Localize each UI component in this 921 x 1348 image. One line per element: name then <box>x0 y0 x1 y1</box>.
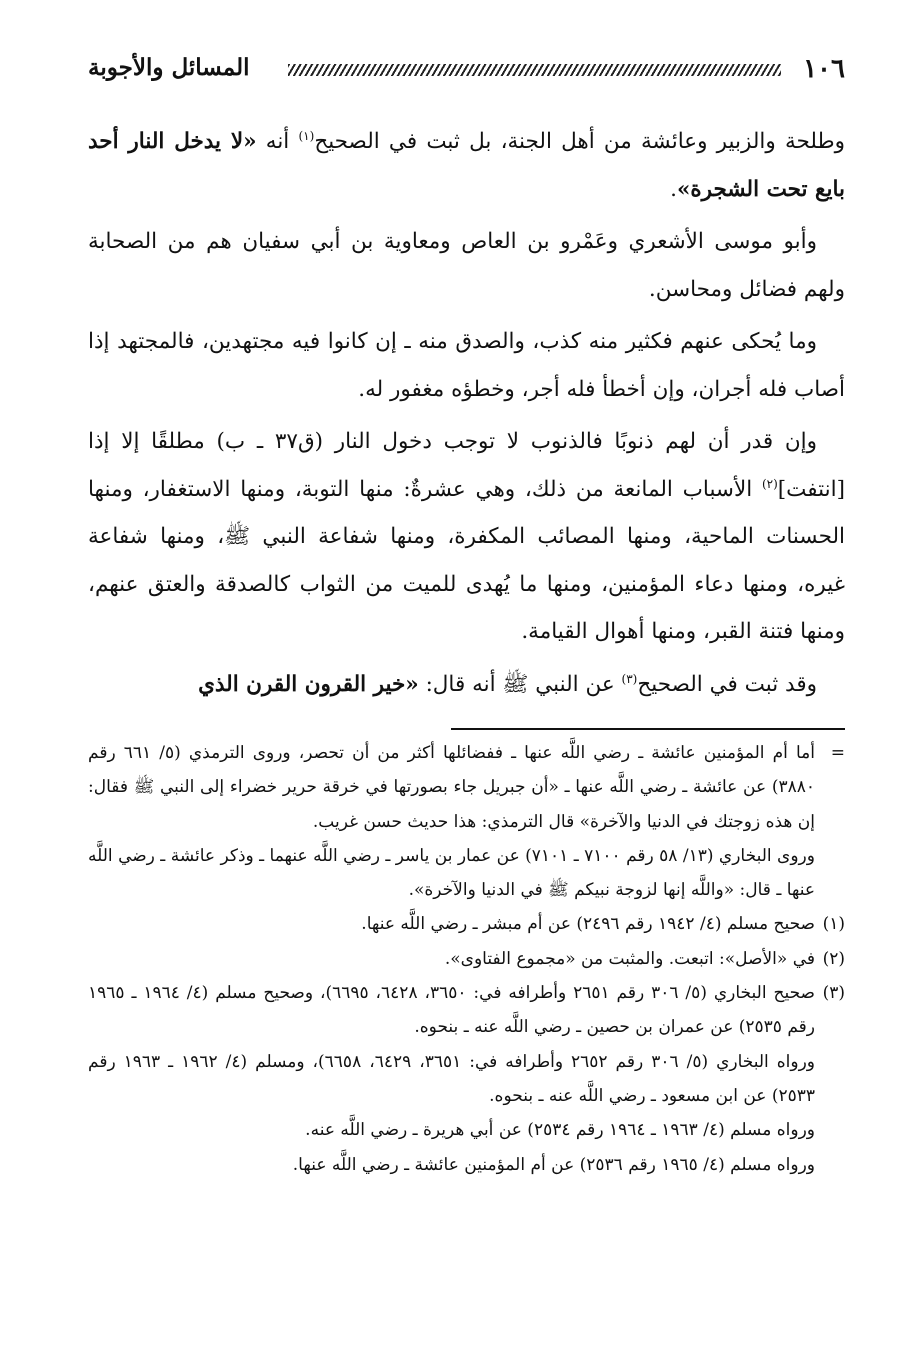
paragraph-5 <box>88 661 845 709</box>
paragraph-1 <box>88 118 845 213</box>
footnote-ref-2[interactable]: (٢) <box>761 476 778 491</box>
footnote-3 <box>88 976 845 1045</box>
footnote-ref-3[interactable]: (٣) <box>621 671 638 686</box>
paragraph-5-text-a: وقد ثبت في الصحيح <box>637 671 817 697</box>
paragraph-1-text-b: أنه <box>256 129 299 154</box>
continuation-marker: = <box>830 743 845 763</box>
footnote-1-marker: (١) <box>822 914 845 935</box>
paragraph-4 <box>88 418 845 656</box>
footnotes <box>88 736 845 1182</box>
footnote-2-text: في «الأصل»: اتبعت. والمثبت من «مجموع الفتاوى». <box>444 948 815 969</box>
paragraph-3: وما يُحكى عنهم فكثير منه كذب، والصدق منه ـ إن كانوا فيه مجتهدين، فالمجتهد إذا أصاب فله أجران، وإن أخطأ فله أجر، وخطؤه مغفور له. <box>88 329 845 402</box>
paragraph-5-text-b: عن النبي ﷺ أنه قال: <box>418 671 622 697</box>
footnote-continuation <box>88 736 845 839</box>
running-title: المسائل والأجوبة <box>88 54 250 81</box>
paragraph-4-text-b: الأسباب المانعة من ذلك، وهي عشرةٌ: منها التوبة، ومنها الاستغفار، ومنها الحسنات الماحية، ومنها المصائب المكفرة، ومنها شفاعة النبي ﷺ، ومنها شفاعة غيره، ومنها دعاء المؤمنين، ومنها ما يُهدى للميت من الثواب كالصدقة والعتق عنهم، ومنها فتنة القبر، ومنها أهوال القيامة. <box>88 476 845 644</box>
hadith-quote-1: «لا يدخل النار أحد بايع تحت الشجرة» <box>88 129 845 202</box>
hadith-quote-2: «خير القرون القرن الذي <box>198 671 419 697</box>
footnote-3-marker: (٣) <box>822 983 845 1004</box>
footnote-3-part-d: ورواه مسلم (٤/ ١٩٦٥ رقم ٢٥٣٦) عن أم المؤمنين عائشة ـ رضي اللَّه عنها. <box>292 1154 815 1175</box>
paragraph-1-text-a: وطلحة والزبير وعائشة من أهل الجنة، بل ثبت في الصحيح <box>314 129 845 154</box>
footnote-ref-1[interactable]: (١) <box>298 128 315 143</box>
footnote-1-text: صحيح مسلم (٤/ ١٩٤٢ رقم ٢٤٩٦) عن أم مبشر ـ رضي اللَّه عنها. <box>361 914 815 935</box>
header-decorative-rule <box>288 64 781 76</box>
footnote-2 <box>88 942 845 976</box>
footnote-2-marker: (٢) <box>822 948 845 969</box>
footnote-3-text: صحيح البخاري (٥/ ٣٠٦ رقم ٢٦٥١ وأطرافه في: ٣٦٥٠، ٦٤٢٨، ٦٦٩٥)، وصحيح مسلم (٤/ ١٩٦٤ ـ ١٩٦٥ رقم ٢٥٣٥) عن عمران بن حصين ـ رضي اللَّه عنه ـ بنحوه. <box>88 983 815 1038</box>
footnote-3-part-b: ورواه البخاري (٥/ ٣٠٦ رقم ٢٦٥٢ وأطرافه في: ٣٦٥١، ٦٤٢٩، ٦٦٥٨)، ومسلم (٤/ ١٩٦٢ ـ ١٩٦٣ رقم ٢٥٣٣) عن ابن مسعود ـ رضي اللَّه عنه ـ بنحوه. <box>88 1051 816 1106</box>
page-header <box>88 48 845 84</box>
book-page <box>88 0 845 1348</box>
paragraph-1-end: . <box>670 176 677 202</box>
footnote-continuation-2: وروى البخاري (١٣/ ٥٨ رقم ٧١٠٠ ـ ٧١٠١) عن عمار بن ياسر ـ رضي اللَّه عنهما ـ وذكر عائشة ـ رضي اللَّه عنها ـ قال: «واللَّه إنها لزوجة نبيكم ﷺ في الدنيا والآخرة». <box>88 845 815 901</box>
main-text <box>88 118 845 713</box>
footnote-continuation-text-1: أما أم المؤمنين عائشة ـ رضي اللَّه عنها ـ ففضائلها أكثر من أن تحصر، وروى الترمذي (٥/ ٦٦١ رقم ٣٨٨٠) عن عائشة ـ رضي اللَّه عنها ـ «أن جبريل جاء بصورتها في خرقة حرير خضراء إلى النبي ﷺ فقال: إن هذه زوجتك في الدنيا والآخرة» قال الترمذي: هذا حديث حسن غريب. <box>88 743 815 832</box>
page-number: ١٠٦ <box>803 54 845 84</box>
footnote-separator <box>451 728 845 730</box>
footnote-1 <box>88 907 845 941</box>
paragraph-2: وأبو موسى الأشعري وعَمْرو بن العاص ومعاوية بن أبي سفيان هم من الصحابة ولهم فضائل ومحاسن. <box>88 229 845 302</box>
paragraph-4-text-a: وإن قدر أن لهم ذنوبًا فالذنوب لا توجب دخول النار (ق٣٧ ـ ب) مطلقًا إلا إذا [انتفت] <box>88 429 845 502</box>
footnote-3-part-c: ورواه مسلم (٤/ ١٩٦٣ ـ ١٩٦٤ رقم ٢٥٣٤) عن أبي هريرة ـ رضي اللَّه عنه. <box>305 1120 815 1141</box>
